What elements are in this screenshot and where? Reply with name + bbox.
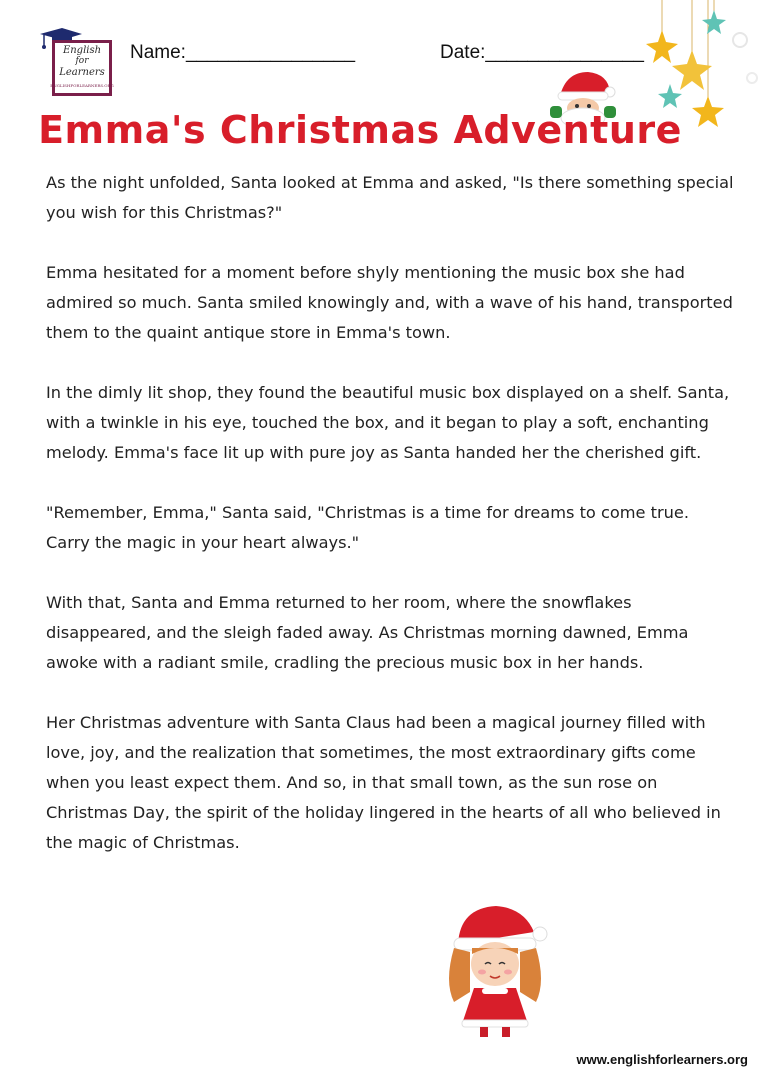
date-field: Date:_______________ bbox=[440, 42, 644, 63]
page-title: Emma's Christmas Adventure bbox=[38, 108, 682, 152]
brand-logo bbox=[52, 40, 112, 96]
girl-in-santa-hat-icon bbox=[440, 892, 550, 1040]
logo-line-1: English bbox=[62, 45, 102, 56]
footer-website: www.englishforlearners.org bbox=[576, 1052, 748, 1067]
logo-line-2: for bbox=[75, 56, 89, 66]
story-paragraph: In the dimly lit shop, they found the beautiful music box displayed on a shelf. Santa, with a twinkle in his eye, touched the box, and it began to play a soft, enchanting melody. Emma's face lit up with pure joy as Santa handed her the cherished gift. bbox=[46, 383, 730, 462]
story-paragraph: With that, Santa and Emma returned to her room, where the snowflakes disappeared, and the sleigh faded away. As Christmas morning dawned, Emma awoke with a radiant smile, cradling the precious music box in her hands. bbox=[46, 593, 689, 672]
story-paragraph: Her Christmas adventure with Santa Claus had been a magical journey filled with love, joy, and the realization that sometimes, the most extraordinary gifts come when you least expect them. And so, in that small town, as the sun rose on Christmas Day, the spirit of the holiday lingered in the hearts of all who believed in the magic of Christmas. bbox=[46, 713, 721, 852]
logo-tagline: ENGLISHFORLEARNERS.ORG bbox=[50, 83, 114, 88]
logo-line-3: Learners bbox=[59, 67, 105, 78]
story-paragraph: Emma hesitated for a moment before shyly mentioning the music box she had admired so much. Santa smiled knowingly and, with a wave of his hand, transported them to the quaint antique store in Emma's town. bbox=[46, 263, 733, 342]
story-text bbox=[46, 168, 736, 888]
story-paragraph: "Remember, Emma," Santa said, "Christmas is a time for dreams to come true. Carry the magic in your heart always." bbox=[46, 503, 690, 552]
name-field: Name:________________ bbox=[130, 42, 356, 63]
story-paragraph: As the night unfolded, Santa looked at Emma and asked, "Is there something special you wish for this Christmas?" bbox=[46, 173, 734, 222]
